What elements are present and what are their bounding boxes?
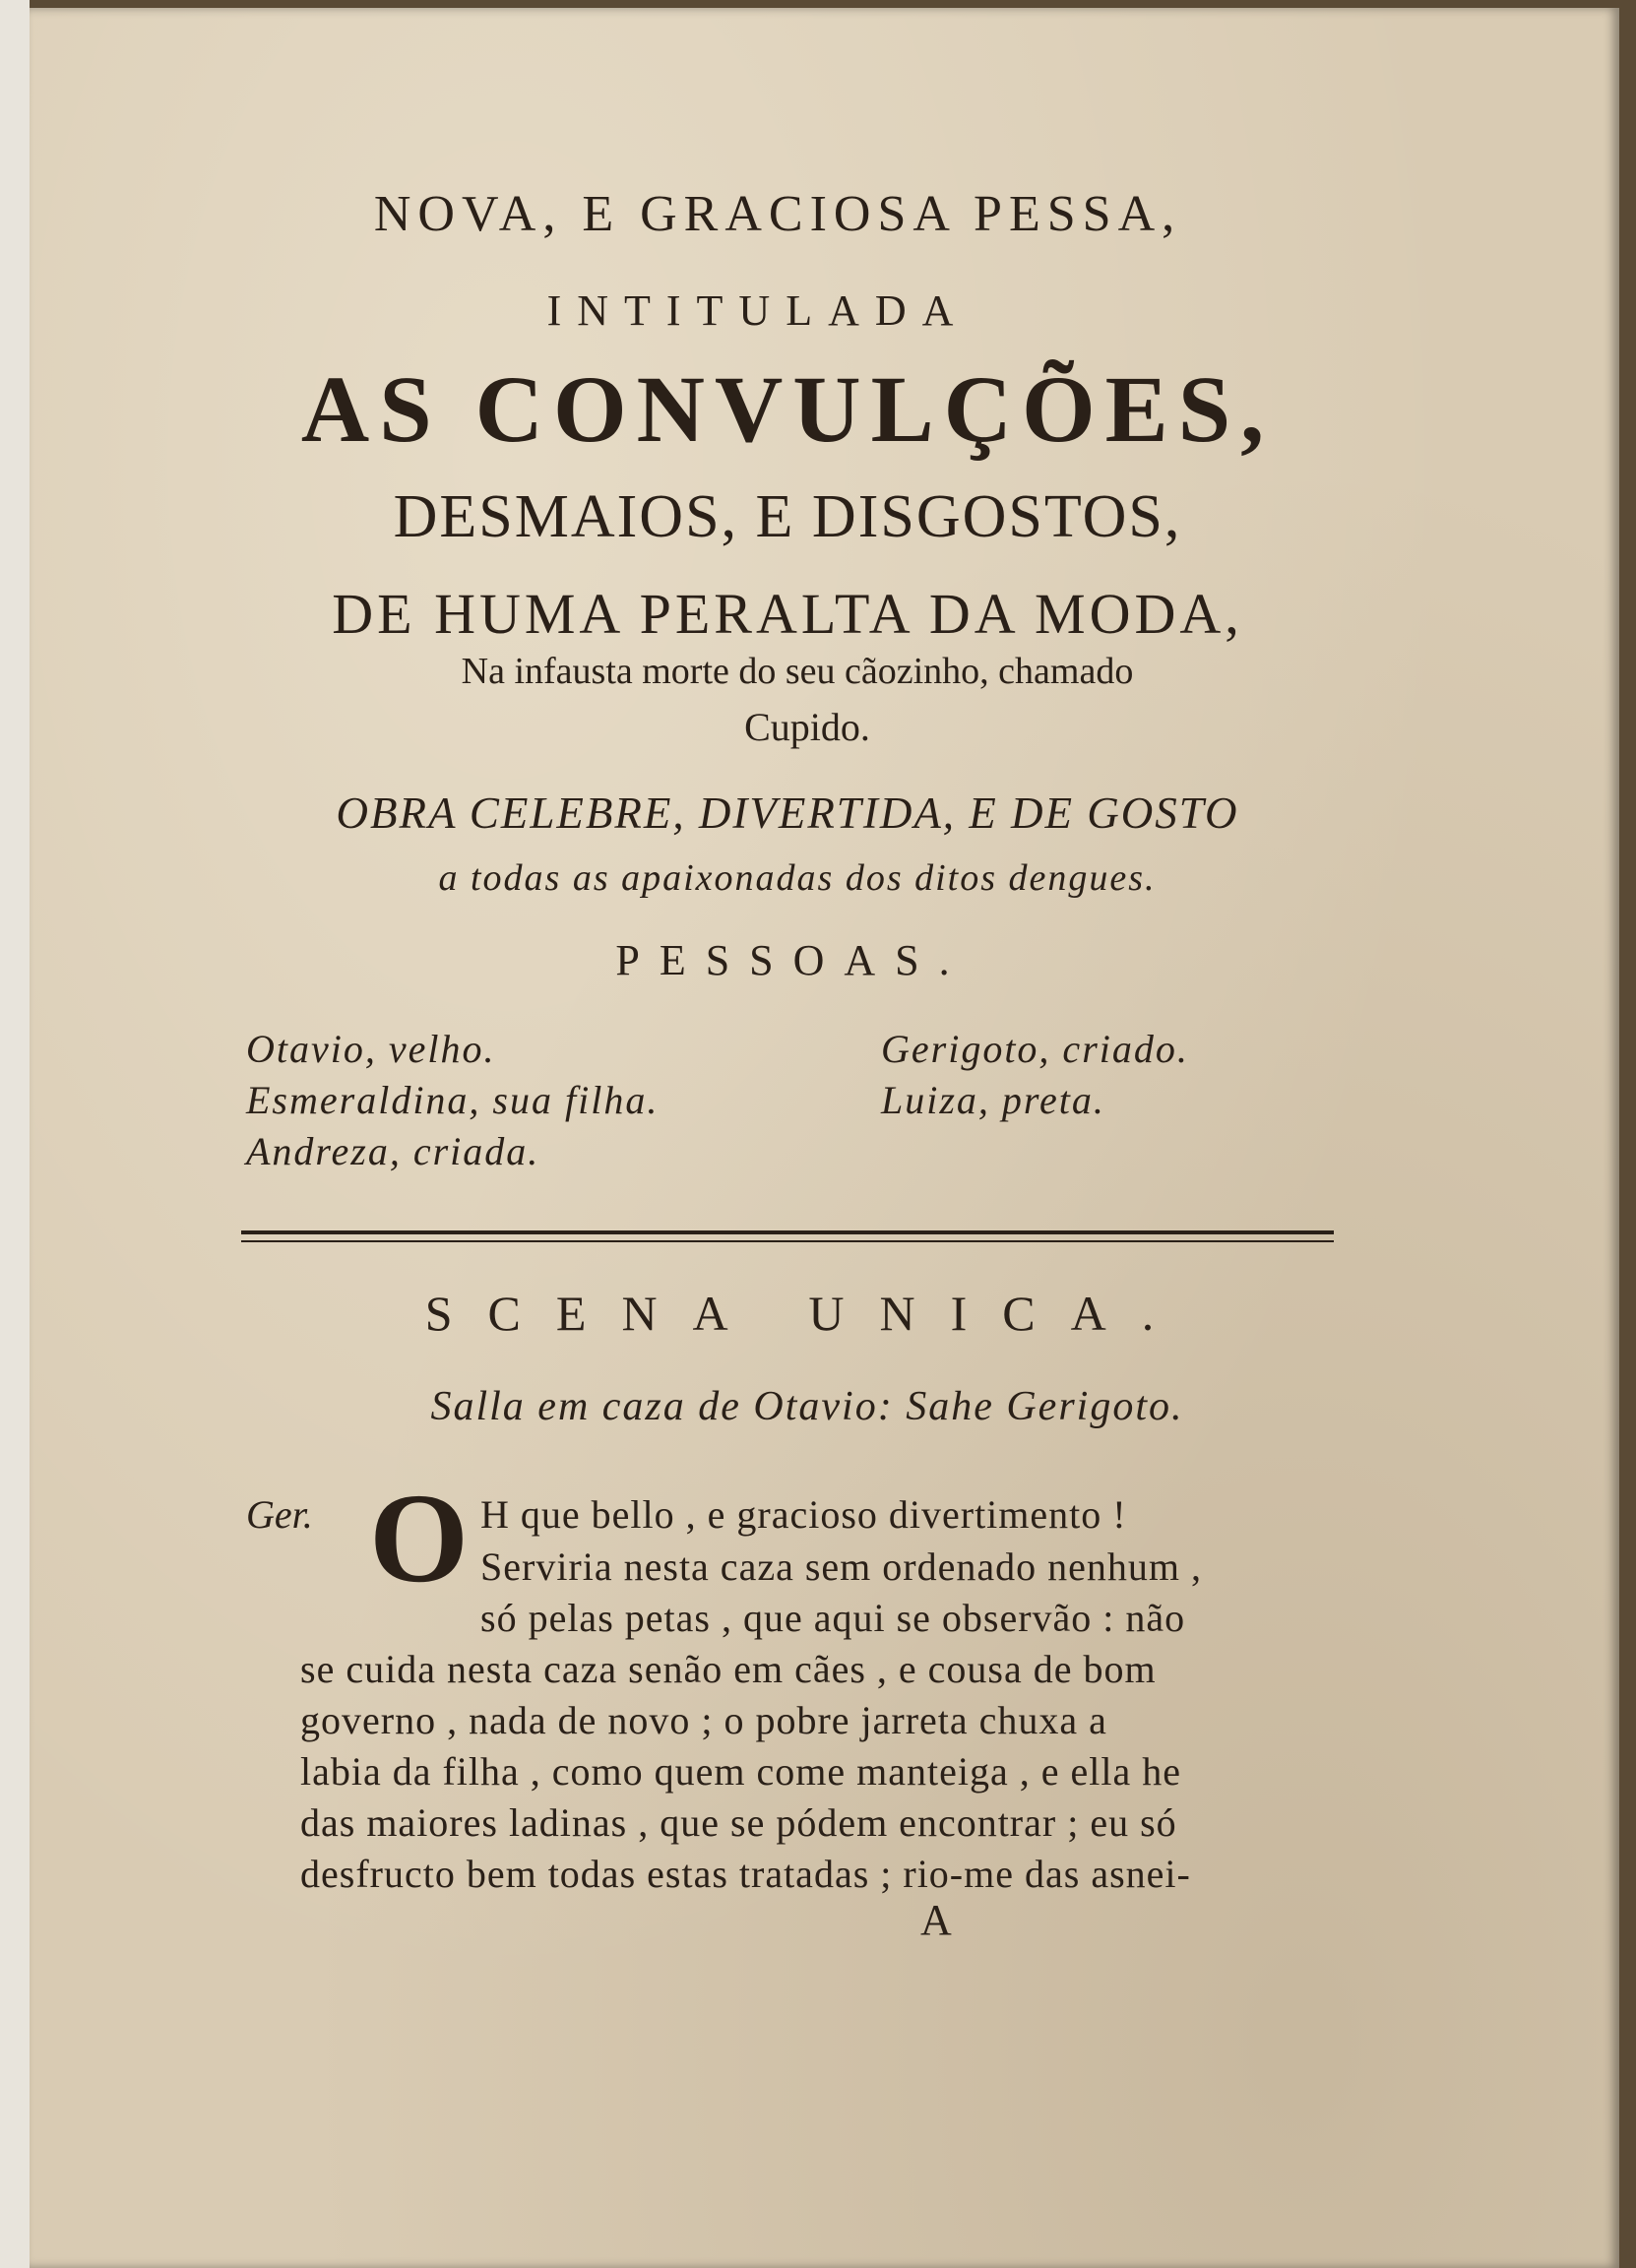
person-entry: Otavio, velho. bbox=[246, 1027, 496, 1071]
title-line-7: Cupido. bbox=[744, 705, 870, 749]
title-line-5: DE HUMA PERALTA DA MODA, bbox=[332, 582, 1243, 646]
person-entry: Esmeraldina, sua filha. bbox=[246, 1078, 660, 1122]
body-line: H que bello , e gracioso divertimento ! bbox=[480, 1492, 1127, 1537]
title-line-8: OBRA CELEBRE, DIVERTIDA, E DE GOSTO bbox=[336, 788, 1239, 838]
body-line: das maiores ladinas , que se pódem encontrar ; eu só bbox=[300, 1800, 1177, 1845]
person-entry: Andreza, criada. bbox=[246, 1129, 540, 1173]
scene-subtitle: Salla em caza de Otavio: Sahe Gerigoto. bbox=[430, 1384, 1184, 1429]
title-line-4: DESMAIOS, E DISGOSTOS, bbox=[393, 483, 1182, 550]
body-line: governo , nada de novo ; o pobre jarreta chuxa a bbox=[300, 1698, 1107, 1742]
main-title: AS CONVULÇÕES, bbox=[300, 356, 1275, 462]
title-line-2: INTITULADA bbox=[546, 286, 970, 335]
title-line-9: a todas as apaixonadas dos ditos dengues. bbox=[438, 857, 1157, 899]
body-line: desfructo bem todas estas tratadas ; rio-me das asnei- bbox=[300, 1852, 1191, 1896]
scene-title: SCENA UNICA. bbox=[424, 1286, 1190, 1341]
body-line: labia da filha , como quem come manteiga , e ella he bbox=[300, 1749, 1181, 1794]
speaker-label: Ger. bbox=[246, 1492, 313, 1537]
persons-heading: PESSOAS. bbox=[615, 936, 970, 984]
divider-rule-thin bbox=[241, 1240, 1334, 1242]
body-line: Serviria nesta caza sem ordenado nenhum , bbox=[480, 1544, 1202, 1589]
title-line-1: NOVA, E GRACIOSA PESSA, bbox=[373, 186, 1182, 242]
page-edge bbox=[0, 0, 30, 2268]
person-entry: Gerigoto, criado. bbox=[881, 1027, 1189, 1071]
drop-cap: O bbox=[369, 1468, 470, 1609]
title-line-6: Na infausta morte do seu cãozinho, chamado bbox=[461, 651, 1134, 692]
signature-mark: A bbox=[920, 1896, 952, 1944]
person-entry: Luiza, preta. bbox=[881, 1078, 1105, 1122]
persons-right-column bbox=[881, 1024, 1353, 1126]
body-line: só pelas petas , que aqui se observão : não bbox=[480, 1596, 1186, 1640]
body-line: se cuida nesta caza senão em cães , e cousa de bom bbox=[300, 1647, 1157, 1691]
divider-rule-thick bbox=[241, 1230, 1334, 1234]
persons-left-column bbox=[246, 1024, 797, 1177]
